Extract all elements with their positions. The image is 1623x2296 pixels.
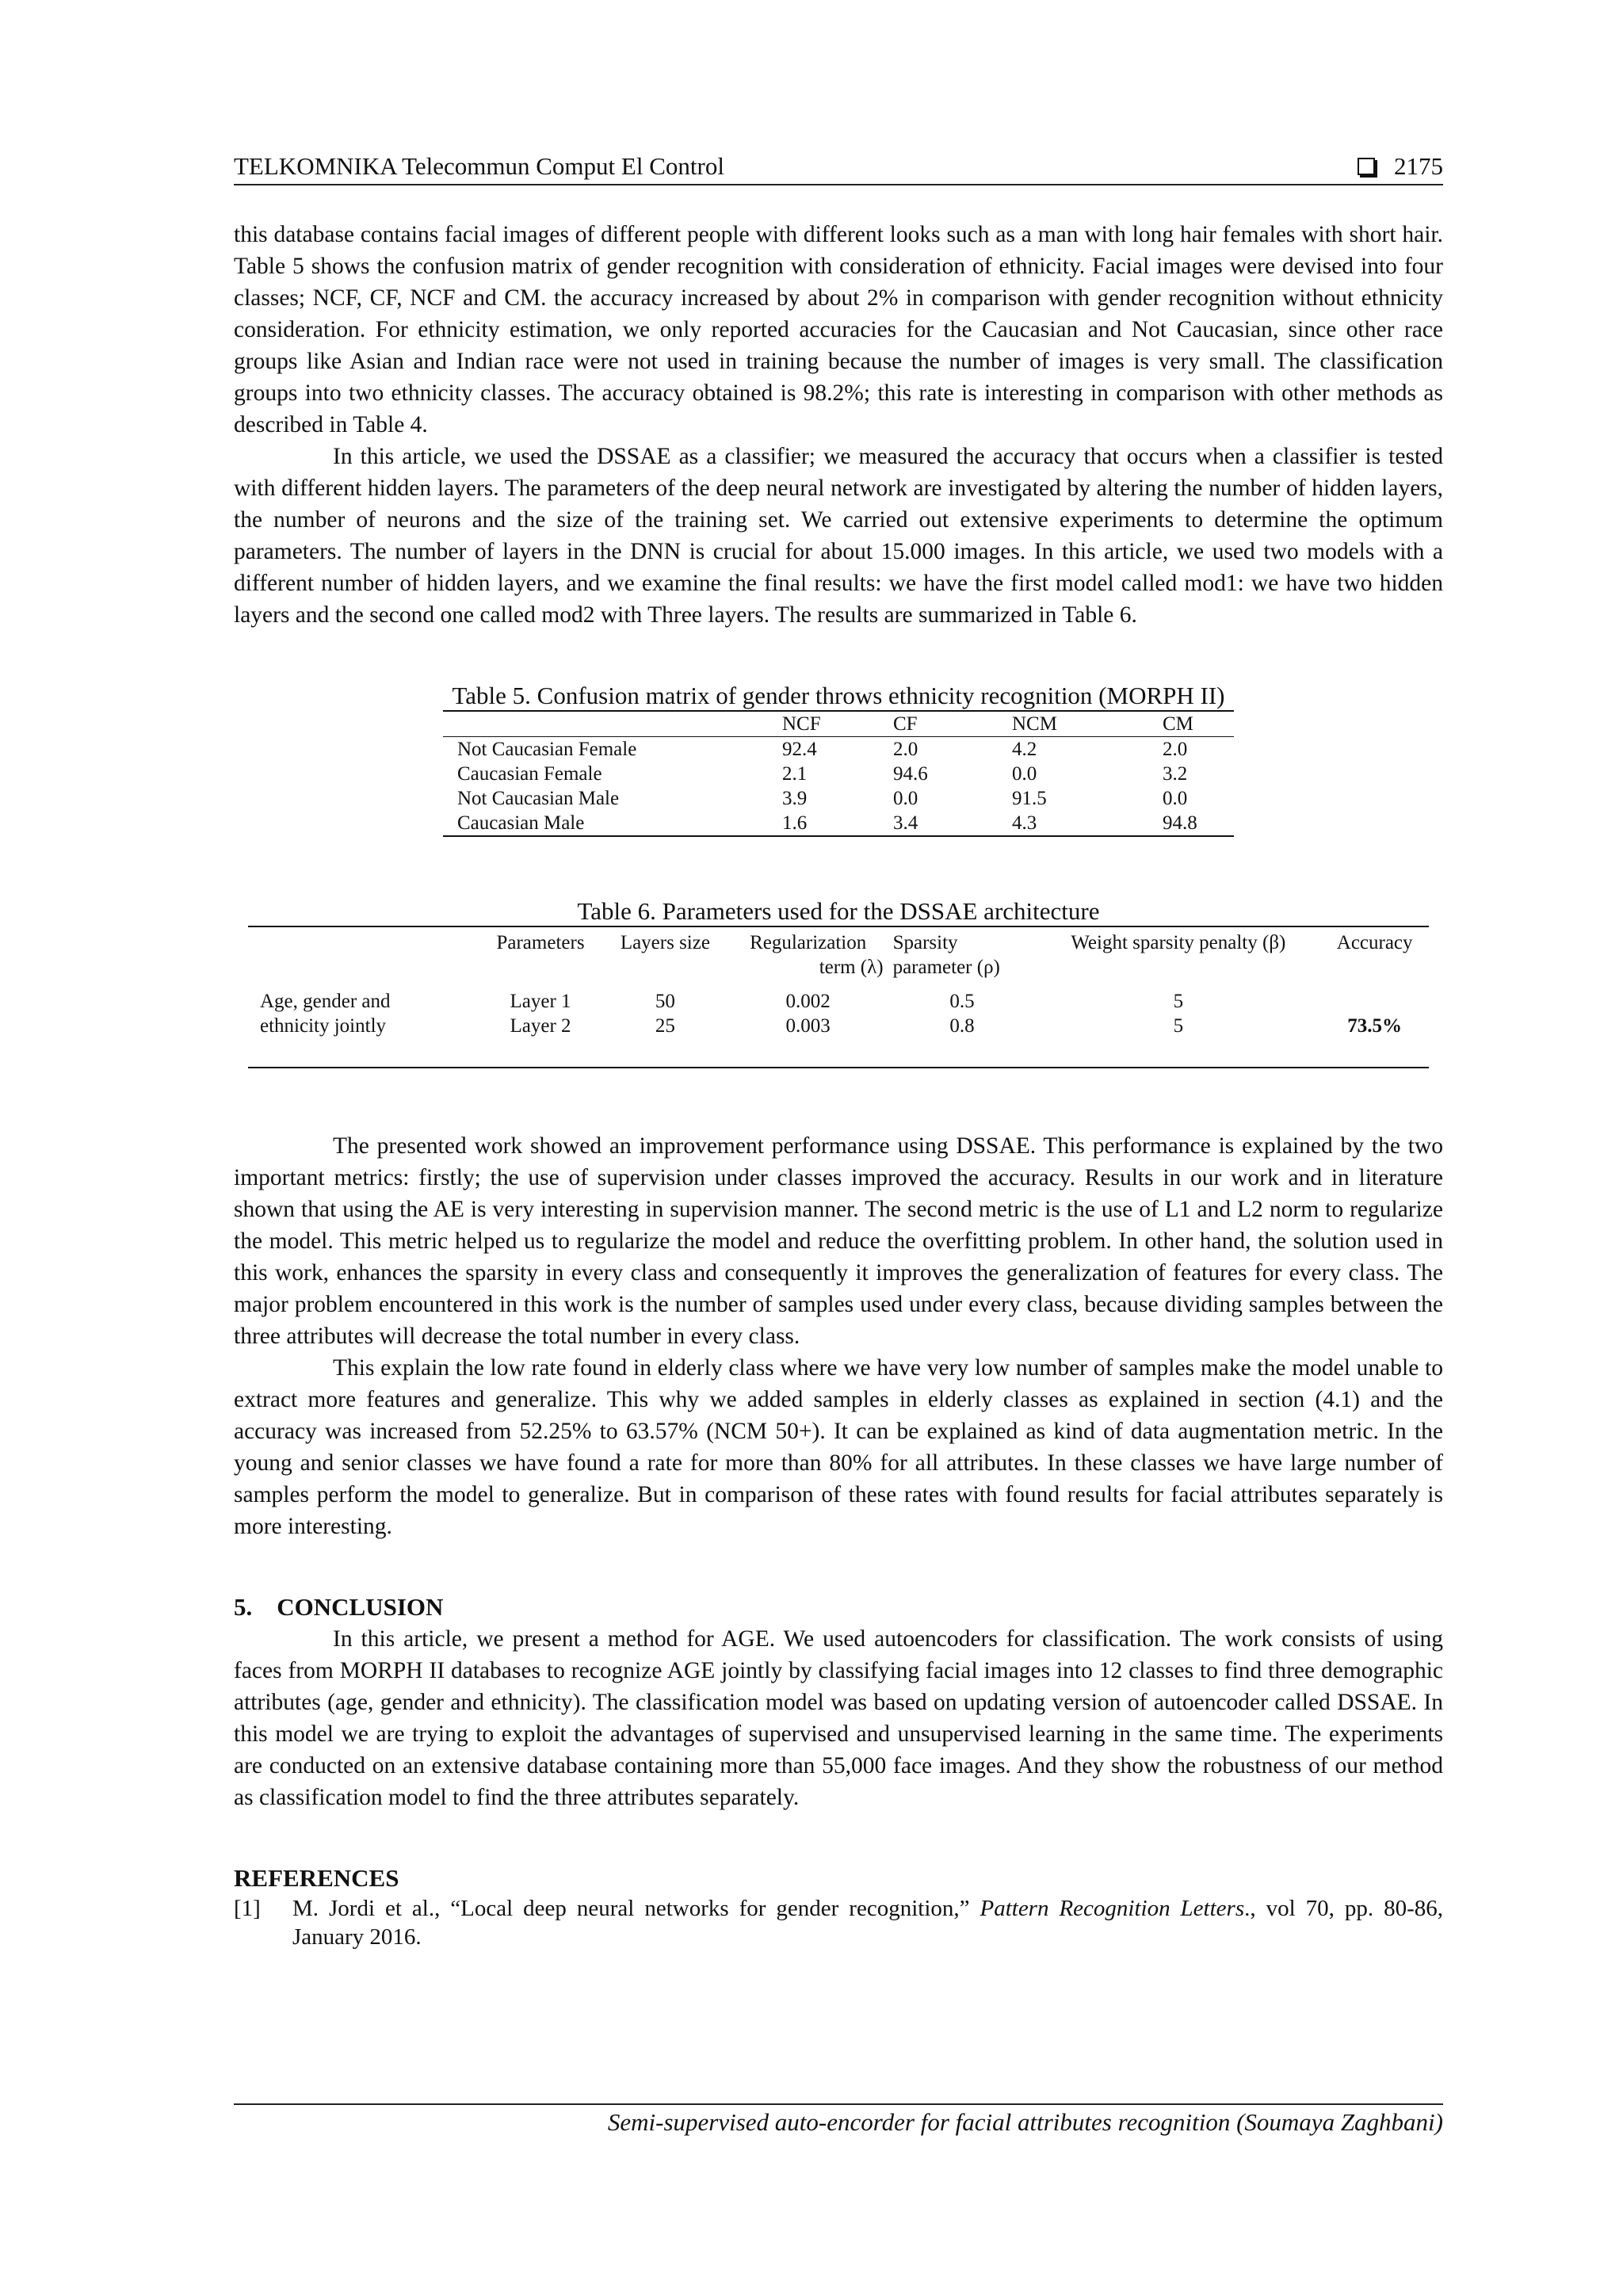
table-cell: 3.2 [1163, 763, 1188, 785]
column-header-parameters: Parameters [496, 932, 585, 953]
table-cell: 0.003 [785, 1015, 831, 1037]
column-header-accuracy: Accuracy [1336, 932, 1413, 953]
table-header-row [248, 926, 1429, 984]
table-cell: 2.1 [782, 763, 808, 785]
table-cell: 94.8 [1163, 812, 1197, 834]
table-cell: 25 [655, 1015, 675, 1037]
table-cell: 0.002 [785, 991, 831, 1012]
paragraph-1: this database contains facial images of different people with different looks such as a man with long hair females with short hair. Table 5 shows the confusion matrix of gender recognition with consideration of ethnicity. Facial images were devised into four classes; NCF, CF, NCF and CM. the accuracy increased by about 2% in comparison with gender recognition without ethnicity consideration. For ethnicity estimation, we only reported accuracies for the Caucasian and Not Caucasian, since other race groups like Asian and Indian race were not used in training because the number of images is very small. The classification groups into two ethnicity classes. The accuracy obtained is 98.2%; this rate is interesting in comparison with other methods as described in Table 4. [234, 222, 1443, 437]
table-header-blank [443, 711, 766, 737]
table-cell: 94.6 [893, 763, 928, 785]
table-6-grid [248, 926, 1429, 1068]
table-cell [1320, 984, 1429, 1014]
reference-venue: Pattern Recognition Letters [980, 1896, 1245, 1921]
header-line: Regularization [750, 932, 867, 953]
paragraph-3: The presented work showed an improvement performance using DSSAE. This performance is explained by the two important metrics: firstly; the use of supervision under classes improved the accuracy. Results in our work and in literature shown that using the AE is very interesting in supervision manner. The second metric is the use of L1 and L2 norm to regularize the model. This metric helped us to regularize the model and reduce the overfitting problem. In other hand, the solution used in this work, enhances the sparsity in every class and consequently it improves the generalization of features for every class. The major problem encountered in this work is the number of samples used under every class, because dividing samples between the three attributes will decrease the total number in every class. [234, 1133, 1443, 1349]
table-cell: 1.6 [782, 812, 808, 834]
journal-name: TELKOMNIKA Telecommun Comput El Control [234, 152, 724, 180]
table-5-caption: Table 5. Confusion matrix of gender throws ethnicity recognition (MORPH II) [452, 682, 1225, 709]
running-header [234, 151, 1443, 185]
reference-authors: M. Jordi et al., “Local deep neural networks for gender recognition,” [292, 1896, 980, 1921]
table-5-grid [443, 710, 1234, 837]
column-header-layers-size: Layers size [620, 932, 710, 953]
table-row [443, 786, 1234, 811]
row-label: Caucasian Female [457, 763, 602, 785]
table-cell: 50 [655, 991, 675, 1012]
box-icon [1358, 158, 1375, 175]
row-label: Caucasian Male [457, 812, 585, 834]
row-label: Not Caucasian Male [457, 788, 620, 809]
table-5 [234, 682, 1443, 837]
page-number-group [1358, 151, 1443, 182]
page-number: 2175 [1394, 152, 1443, 180]
reference-item [234, 1894, 1443, 1951]
table-header-row [443, 711, 1234, 737]
row-label: ethnicity jointly [260, 1015, 387, 1037]
table-row [443, 811, 1234, 836]
table-6 [234, 897, 1443, 1068]
running-footer: Semi-supervised auto-encorder for facial attributes recognition (Soumaya Zaghbani) [234, 2103, 1443, 2137]
table-cell: Layer 2 [510, 1015, 571, 1037]
column-header: NCM [996, 711, 1147, 737]
table-cell: 0.5 [949, 991, 975, 1012]
page [234, 151, 1443, 1951]
table-row [248, 1014, 1429, 1068]
table-cell: 2.0 [893, 739, 918, 760]
accuracy-value: 73.5% [1347, 1015, 1403, 1037]
column-header: CM [1147, 711, 1234, 737]
table-cell: 91.5 [1012, 788, 1047, 809]
header-line: parameter (ρ) [892, 957, 1000, 978]
table-cell: Layer 1 [510, 991, 571, 1012]
paragraph-5: In this article, we present a method for AGE. We used autoencoders for classification. The work consists of using faces from MORPH II databases to recognize AGE jointly by classifying facial images into 12 classes to find three demographic attributes (age, gender and ethnicity). The classification model was based on updating version of autoencoder called DSSAE. In this model we are trying to exploit the advantages of supervised and unsupervised learning in the same time. The experiments are conducted on an extensive database containing more than 55,000 face images. And they show the robustness of our method as classification model to find the three attributes separately. [234, 1626, 1443, 1810]
reference-text [292, 1894, 1443, 1951]
row-label: Not Caucasian Female [457, 739, 637, 760]
paragraph-4: This explain the low rate found in elderly class where we have very low number of samples make the model unable to extract more features and generalize. This why we added samples in elderly classes as explained in section (4.1) and the accuracy was increased from 52.25% to 63.57% (NCM 50+). It can be explained as kind of data augmentation metric. In the young and senior classes we have found a rate for more than 80% for all attributes. In these classes we have large number of samples perform the model to generalize. But in comparison of these rates with found results for facial attributes separately is more interesting. [234, 1355, 1443, 1539]
reference-number: [1] [234, 1896, 261, 1921]
table-cell: 3.4 [893, 812, 918, 834]
column-header-sparsity [888, 926, 1037, 984]
column-header-regularization [728, 926, 888, 984]
table-cell: 5 [1173, 1015, 1184, 1037]
column-header: NCF [766, 711, 877, 737]
table-cell: 3.9 [782, 788, 808, 809]
table-6-caption: Table 6. Parameters used for the DSSAE architecture [577, 897, 1100, 925]
table-cell: 0.8 [949, 1015, 975, 1037]
table-header-blank [248, 926, 479, 984]
column-header: CF [877, 711, 996, 737]
table-cell: 4.2 [1012, 739, 1037, 760]
table-cell: 4.3 [1012, 812, 1037, 834]
table-cell: 0.0 [893, 788, 918, 809]
row-label: Age, gender and [260, 991, 391, 1012]
column-header-penalty: Weight sparsity penalty (β) [1071, 932, 1286, 953]
header-line: Sparsity [892, 932, 958, 953]
table-cell: 2.0 [1163, 739, 1188, 760]
table-cell: 5 [1173, 991, 1184, 1012]
reference-details: ., vol 70, pp. 80-86, January 2016. [292, 1896, 1444, 1950]
table-cell: 92.4 [782, 739, 817, 760]
header-line: term (λ) [819, 957, 884, 978]
section-heading-conclusion: 5. CONCLUSION [234, 1593, 444, 1621]
section-heading-references: REFERENCES [234, 1864, 399, 1892]
paragraph-2: In this article, we used the DSSAE as a classifier; we measured the accuracy that occurs when a classifier is tested with different hidden layers. The parameters of the deep neural network are investigated by altering the number of hidden layers, the number of neurons and the size of the training set. We carried out extensive experiments to determine the optimum parameters. The number of layers in the DNN is crucial for about 15.000 images. In this article, we used two models with a different number of hidden layers, and we examine the final results: we have the first model called mod1: we have two hidden layers and the second one called mod2 with Three layers. The results are summarized in Table 6. [234, 444, 1443, 628]
table-cell: 0.0 [1163, 788, 1188, 809]
table-row [443, 762, 1234, 786]
table-row [443, 737, 1234, 762]
table-row [248, 984, 1429, 1014]
table-cell: 0.0 [1012, 763, 1037, 785]
